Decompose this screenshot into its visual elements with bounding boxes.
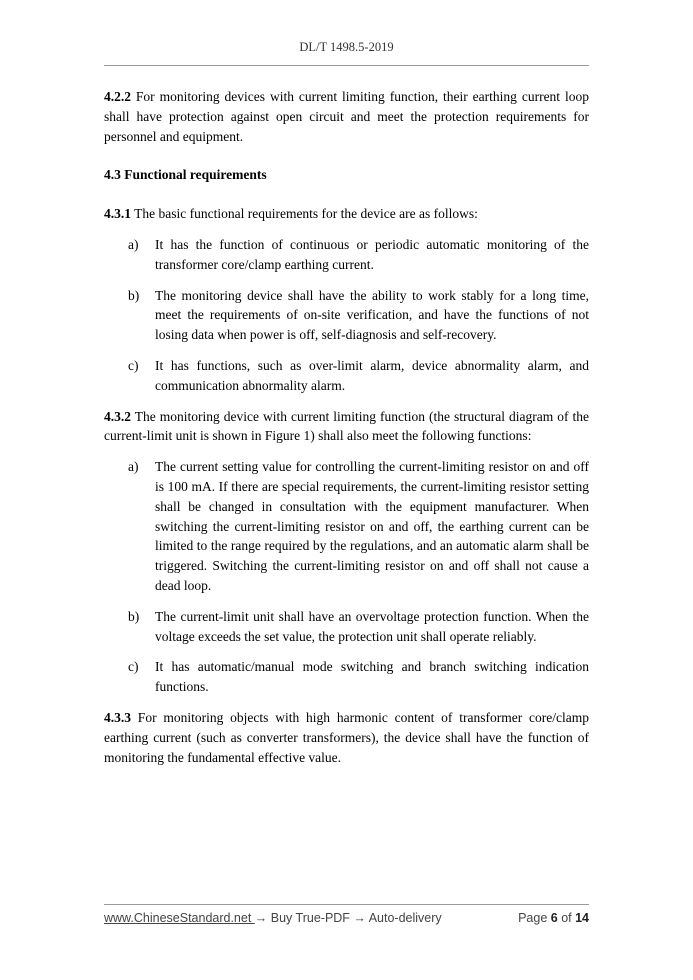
promo-text: → Buy True-PDF → Auto-delivery bbox=[254, 911, 442, 925]
section-heading-4-3: 4.3 Functional requirements bbox=[104, 167, 267, 183]
clause-text: The basic functional requirements for the device are as follows: bbox=[131, 206, 478, 222]
list-marker: b) bbox=[128, 287, 140, 303]
list-item bbox=[104, 657, 589, 697]
list-item bbox=[104, 235, 589, 275]
list-item-text: The monitoring device shall have the ability to work stably for a long time, meet the requirements of on-site verification, and have the functions of not losing data when power is off, self-diagnosis and self-recovery. bbox=[155, 287, 589, 343]
list-item-text: It has automatic/manual mode switching and branch switching indication functions. bbox=[155, 659, 589, 695]
list-item bbox=[104, 286, 589, 345]
list-marker: c) bbox=[128, 659, 139, 675]
clause-text: For monitoring devices with current limiting function, their earthing current loop shall have protection against open circuit and meet the protection requirements for personnel and equipment. bbox=[104, 89, 589, 144]
page-indicator bbox=[518, 911, 589, 925]
clause-number: 4.3.2 bbox=[104, 408, 131, 424]
paragraph-4-3-1 bbox=[104, 204, 589, 224]
header-divider bbox=[104, 65, 589, 66]
list-item-text: The current setting value for controlling the current-limiting resistor on and off is 100 mA. If there are special requirements, the current-limiting resistor setting shall be changed in consultation with the equipment manufacturer. When switching the current-limiting resistor on and off, the earthing current can be limited to the range required by the regulations, and an automatic alarm shall be triggered. Switching the current-limiting resistor on and off shall not cause a dead loop. bbox=[155, 459, 589, 593]
paragraph-4-2-2 bbox=[104, 87, 589, 146]
page-total: 14 bbox=[575, 911, 589, 925]
site-link[interactable]: www.ChineseStandard.net bbox=[104, 911, 255, 925]
clause-number: 4.3.3 bbox=[104, 709, 131, 725]
clause-text: The monitoring device with current limiting function (the structural diagram of the current-limit unit is shown in Figure 1) shall also meet the following functions: bbox=[104, 408, 589, 444]
clause-number: 4.3.1 bbox=[104, 206, 131, 222]
clause-number: 4.2.2 bbox=[104, 89, 131, 104]
clause-text: For monitoring objects with high harmonic content of transformer core/clamp earthing current (such as converter transformers), the device shall have the function of monitoring the fundamental effective value. bbox=[104, 709, 589, 765]
list-item-text: The current-limit unit shall have an overvoltage protection function. When the voltage exceeds the set value, the protection unit shall operate reliably. bbox=[155, 608, 589, 644]
list-item bbox=[104, 457, 589, 596]
header-doc-code: DL/T 1498.5-2019 bbox=[299, 40, 394, 54]
page-word: Page bbox=[518, 911, 551, 925]
list-marker: a) bbox=[128, 236, 139, 252]
list-item bbox=[104, 356, 589, 396]
paragraph-4-3-3 bbox=[104, 708, 589, 767]
footer-divider bbox=[104, 904, 589, 905]
list-item-text: It has the function of continuous or periodic automatic monitoring of the transformer core/clamp earthing current. bbox=[155, 236, 589, 272]
list-marker: b) bbox=[128, 608, 140, 624]
list-item bbox=[104, 607, 589, 647]
paragraph-4-3-2 bbox=[104, 407, 589, 447]
page-current: 6 bbox=[550, 911, 558, 925]
footer-left bbox=[104, 911, 442, 925]
document-body bbox=[104, 87, 589, 767]
list-marker: c) bbox=[128, 357, 139, 373]
of-word: of bbox=[557, 911, 576, 925]
list-item-text: It has functions, such as over-limit alarm, device abnormality alarm, and communication abnormality alarm. bbox=[155, 357, 589, 393]
page-footer bbox=[104, 911, 589, 929]
list-marker: a) bbox=[128, 459, 139, 475]
